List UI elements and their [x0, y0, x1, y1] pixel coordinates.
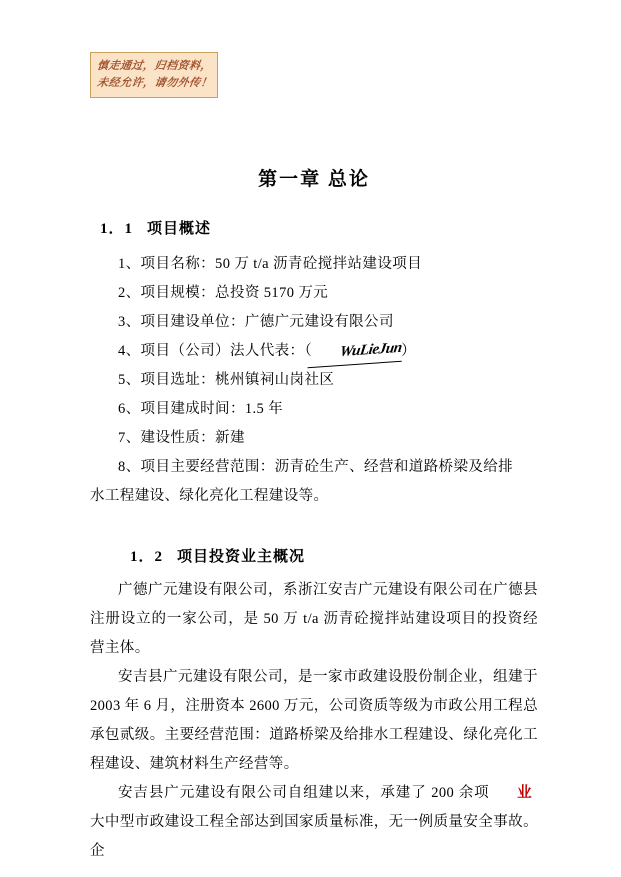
- list-item-continuation: 水工程建设、绿化亮化工程建设等。: [90, 488, 329, 504]
- section-number-1-2: 1．2: [130, 549, 164, 565]
- document-body: [90, 52, 538, 866]
- paragraph-with-mark: [90, 779, 538, 866]
- list-item: 5、项目选址：桃州镇祠山岗社区: [118, 372, 335, 388]
- paragraph: 安吉县广元建设有限公司，是一家市政建设股份制企业，组建于 2003 年 6 月，注册资本 2600 万元，公司资质等级为市政公用工程总承包贰级。主要经营范围：道路桥梁及给排水工程建设、绿化亮化工程建设、建筑材料生产经营等。: [90, 669, 538, 772]
- list-item: 1、项目名称：50 万 t/a 沥青砼搅拌站建设项目: [118, 256, 423, 272]
- list-item: 3、项目建设单位：广德广元建设有限公司: [118, 314, 394, 330]
- section-title-1-1: 项目概述: [147, 221, 212, 237]
- paragraph-text: 安吉县广元建设有限公司自组建以来，承建了 200 余项大中型市政建设工程全部达到国家质量标准，无一例质量安全事故。企: [90, 785, 538, 859]
- section-heading-1-2: [90, 545, 538, 566]
- paragraph: 广德广元建设有限公司，系浙江安吉广元建设有限公司在广德县注册设立的一家公司，是 50 万 t/a 沥青砼搅拌站建设项目的投资经营主体。: [90, 582, 538, 656]
- list-item-legal-rep-text: 4、项目（公司）法人代表：（: [118, 343, 313, 359]
- list-item: 6、项目建成时间：1.5 年: [118, 401, 284, 417]
- stamp-line-1: 慎走通过，归档资料，: [96, 60, 213, 72]
- list-item-legal-rep: [90, 337, 538, 366]
- legal-rep-close-paren: ）: [401, 343, 417, 359]
- handwritten-signature: WuLieJun: [309, 334, 403, 369]
- list-item: 2、项目规模：总投资 5170 万元: [118, 285, 329, 301]
- stamp-line-2: 未经允许，请勿外传！: [96, 77, 213, 89]
- list-item: 8、项目主要经营范围：沥青砼生产、经营和道路桥梁及给排: [118, 459, 514, 475]
- list-item: 7、建设性质：新建: [118, 430, 245, 446]
- chapter-title: 第一章 总论: [258, 169, 370, 190]
- confidential-stamp: [90, 52, 218, 98]
- section-number-1-1: 1．1: [100, 221, 134, 237]
- section-heading-1-1: [90, 217, 538, 238]
- red-annotation-mark: 业: [517, 785, 532, 801]
- section-title-1-2: 项目投资业主概况: [177, 549, 306, 565]
